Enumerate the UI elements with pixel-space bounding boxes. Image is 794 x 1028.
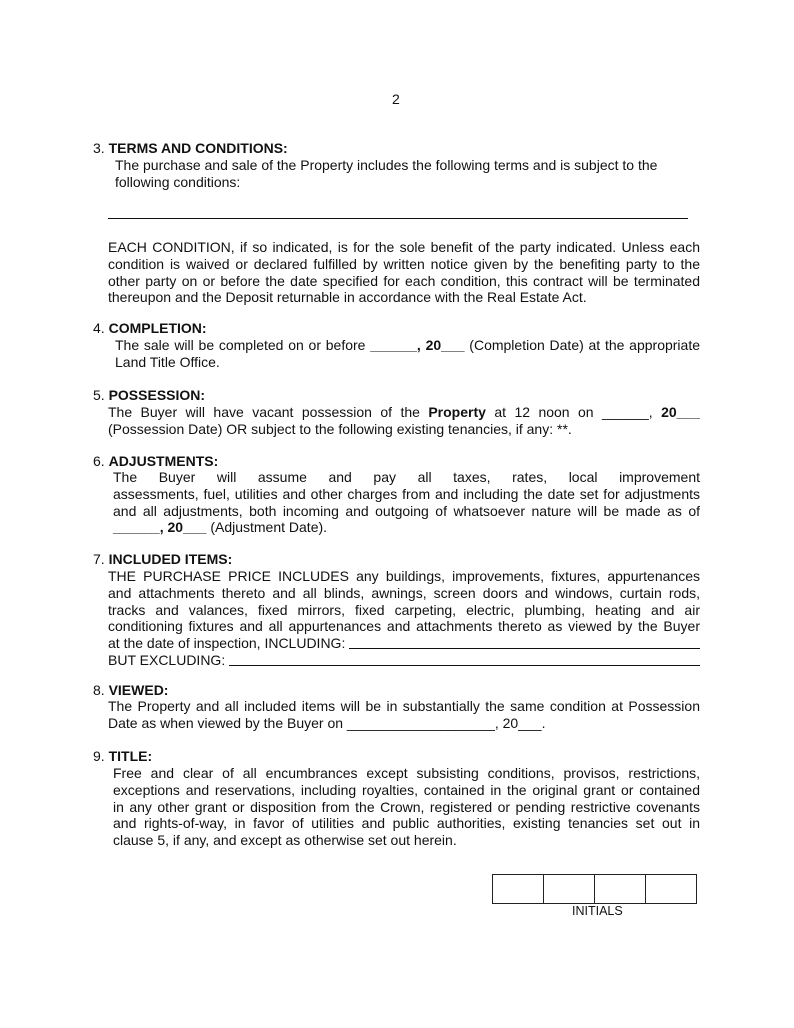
initials-box[interactable] [493,875,544,903]
section-8 [93,682,700,731]
text-segment: following conditions: [115,173,241,190]
section-title: VIEWED: [108,682,169,698]
text-segment: The Buyer will assume and pay all taxes, rates, local improvement [113,469,700,485]
text-segment: Free and clear of all encumbrances except subsisting conditions, provisos, restrictions, [113,765,700,781]
text-line: thereupon and the Deposit returnable in accordance with the Real Estate Act. [108,289,587,306]
section-heading [93,682,168,699]
section-body [113,469,700,536]
text-line [113,519,700,536]
text-segment: Land Title Office. [115,353,220,370]
text-segment: (Possession Date) OR subject to the following existing tenancies, if any: **. [108,420,572,437]
text-line [115,337,700,354]
text-segment: and all adjustments, both incoming and outgoing of whatsoever nature will be made as of [113,502,700,519]
text-line [108,618,700,635]
section-number: 9. [93,748,105,764]
text-segment: (Completion Date) at the appropriate [464,337,700,353]
section-heading [93,320,207,337]
section-title: TITLE: [108,748,153,764]
text-line [108,568,700,585]
section-title: COMPLETION: [108,320,207,336]
section-title: TERMS AND CONDITIONS: [108,140,288,156]
section-title: ADJUSTMENTS: [108,453,219,469]
text-segment: The Buyer will have vacant possession of the [108,404,429,420]
section-5 [93,387,700,437]
section-title: POSSESSION: [108,387,206,403]
initials-label: INITIALS [572,904,623,918]
section-number: 7. [93,551,105,567]
text-line [108,421,700,438]
text-line [108,585,700,602]
text-line [108,715,700,732]
text-segment: in any other grant or disposition from the Crown, registered or pending restrictive covenants [113,798,700,815]
text-segment: at the date of inspection, INCLUDING: [108,635,346,652]
text-line: other party on or before the date specified for each condition, this contract will be terminated [108,272,700,289]
section-heading [93,748,152,765]
section-body [115,337,700,371]
fill-in-blank-line[interactable] [229,652,700,666]
text-segment: assessments, fuel, utilities and other charges from and including the date set for adjustments [113,485,700,502]
section-4 [93,320,700,370]
text-line [113,799,700,816]
text-segment: BUT EXCLUDING: [108,651,226,668]
line-text [108,635,345,652]
section-body [108,404,700,438]
text-segment: and rights-of-way, in favor of utilities and public authorities, existing tenancies set out in [113,815,700,832]
page-number: 2 [392,91,400,107]
text-line [113,469,700,486]
section-title: INCLUDED ITEMS: [108,551,233,567]
text-segment: (Adjustment Date). [206,519,328,536]
section-3 [93,140,658,190]
text-segment: The Property and all included items will be in substantially the same condition at Possession [108,698,700,714]
line-text [108,652,225,669]
section-number: 8. [93,682,105,698]
text-segment: conditioning fixtures and all appurtenances and attachments thereto as viewed by the Buyer [108,618,700,635]
text-line [108,404,700,421]
text-line: EACH CONDITION, if so indicated, is for the sole benefit of the party indicated. Unless each [108,239,700,255]
initials-box[interactable] [646,875,696,903]
bold-text: ______, 20___ [370,337,465,353]
section-heading [93,140,288,157]
bold-text: ______, 20___ [113,519,207,536]
text-line: condition is waived or declared fulfilled by written notice given by the benefiting party to the [108,255,700,272]
text-line [108,652,700,669]
text-line [115,354,700,371]
conditions-paragraph [108,239,700,306]
text-line [113,503,700,520]
text-line [113,765,700,782]
fill-in-blank-line[interactable] [349,635,700,649]
text-segment: at 12 noon on ______, [485,404,662,420]
initials-box[interactable] [595,875,646,903]
text-segment: clause 5, if any, and except as otherwise set out herein. [113,832,457,849]
text-segment: Date as when viewed by the Buyer on ___________________, 20___. [108,714,546,731]
section-7 [93,551,700,668]
section-body [108,698,700,732]
section-body [113,765,700,849]
section-number: 3. [93,140,105,156]
bold-text: 20___ [661,404,700,420]
text-line [108,635,700,652]
initials-box[interactable] [544,875,595,903]
initials-boxes [492,874,697,904]
text-line [113,486,700,503]
text-line [108,698,700,715]
bold-text: Property [428,404,486,420]
text-segment: exceptions and reservations, including royalties, contained in the original grant or contained [113,781,700,798]
section-number: 6. [93,453,105,469]
section-6 [93,453,700,536]
conditions-blank-line[interactable] [108,218,688,219]
section-9 [93,748,700,849]
section-body [115,157,675,191]
section-number: 4. [93,320,105,336]
text-line [108,602,700,619]
text-segment: The sale will be completed on or before [115,337,371,353]
section-body [108,568,700,669]
text-line [113,832,700,849]
text-line [115,157,675,174]
section-heading [93,387,205,404]
text-line [113,782,700,799]
text-line [115,174,675,191]
text-segment: THE PURCHASE PRICE INCLUDES any buildings, improvements, fixtures, appurtenances [108,568,700,584]
section-number: 5. [93,387,105,403]
text-segment: The purchase and sale of the Property includes the following terms and is subject to the [115,157,658,173]
text-line [113,815,700,832]
section-heading [93,453,218,470]
text-segment: tracks and valances, fixed mirrors, fixed carpeting, electric, plumbing, heating and air [108,601,700,618]
section-heading [93,551,232,568]
text-segment: and attachments thereto and all blinds, awnings, screen doors and windows, curtain rods, [108,584,700,601]
